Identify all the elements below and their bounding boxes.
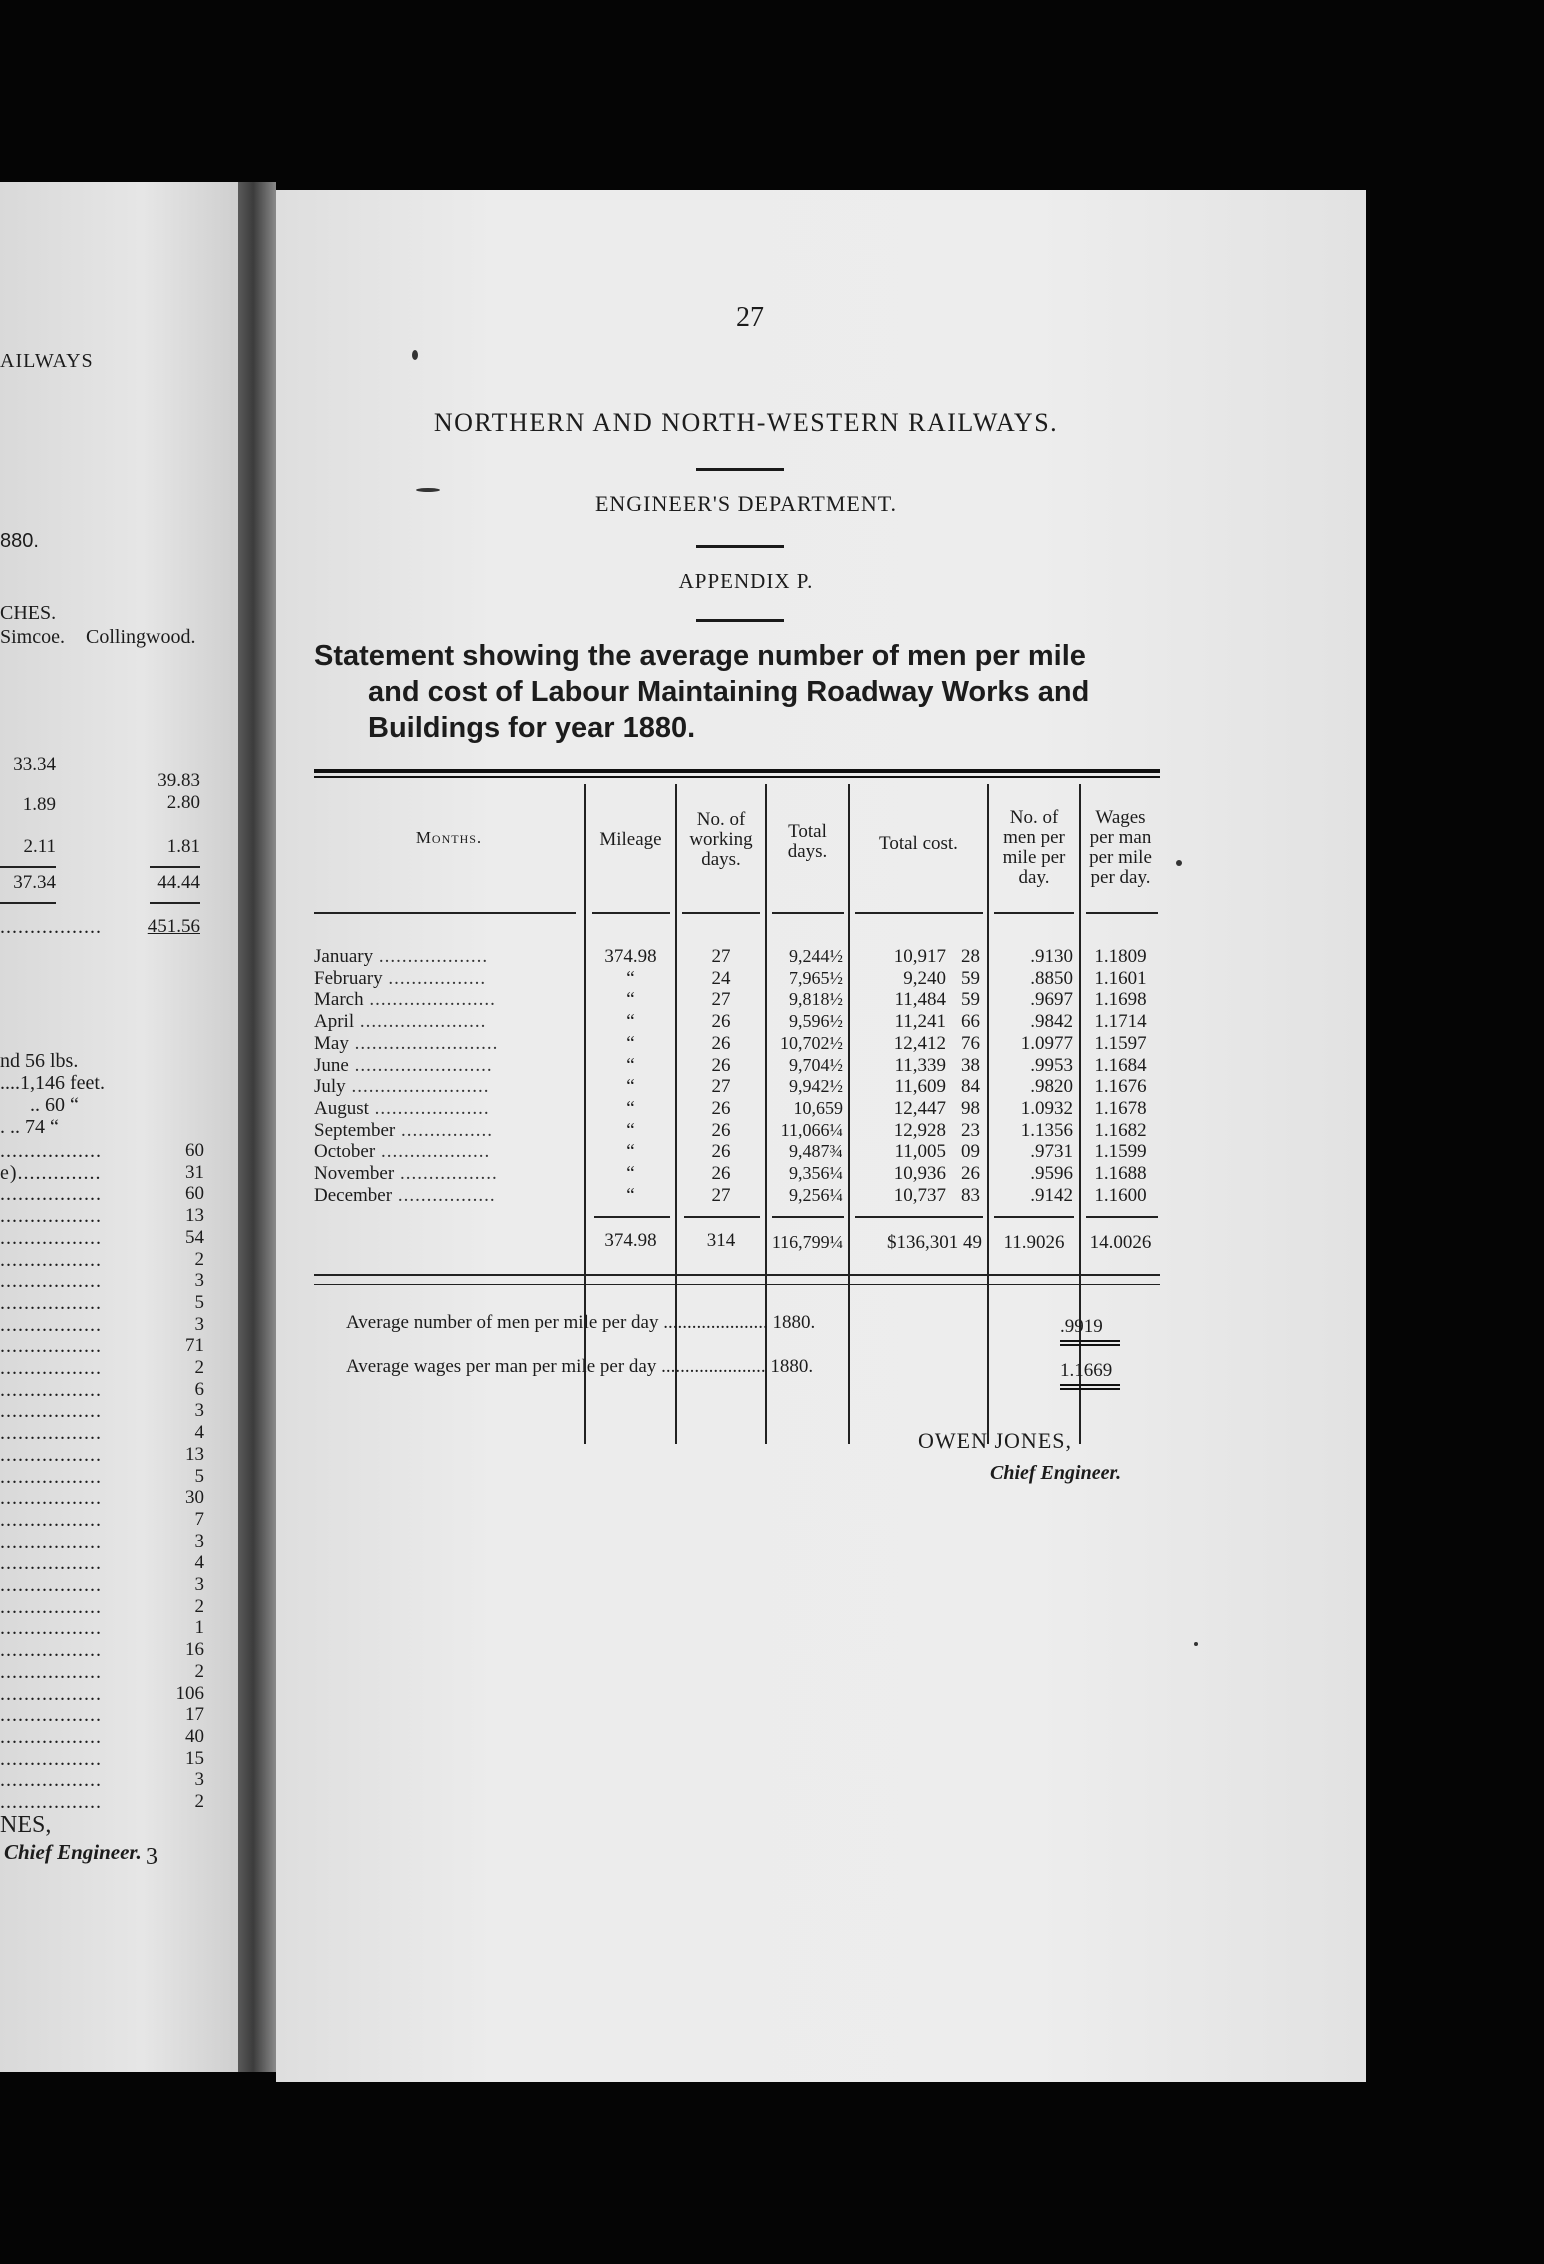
- table-row-month: December .................: [314, 1184, 496, 1206]
- header-rule: [682, 912, 760, 914]
- leader-dots: ......................: [354, 1011, 487, 1033]
- header-rule: [994, 912, 1074, 914]
- left-count: 1: [194, 1617, 204, 1639]
- leader-dots: ...................: [375, 1141, 491, 1163]
- table-row-mileage: “: [626, 1141, 635, 1163]
- left-rule: [0, 902, 56, 904]
- left-count: 2: [194, 1791, 204, 1812]
- page-number: 27: [736, 302, 764, 333]
- statement-line: Statement showing the average number of men per mile: [314, 640, 1086, 672]
- leader-dots: .................: [0, 1183, 102, 1206]
- table-row-cost-dollars: 11,241: [894, 1011, 946, 1033]
- leader-dots: .................: [0, 1530, 102, 1553]
- table-row-month: June ........................: [314, 1054, 493, 1076]
- department-heading: ENGINEER'S DEPARTMENT.: [594, 491, 898, 516]
- department-rule: [696, 545, 784, 548]
- header-total-cost: Total cost.: [879, 833, 958, 854]
- left-figure-b: 44.44: [157, 872, 200, 893]
- average-wages-underline: [1060, 1384, 1120, 1390]
- left-count: 3: [194, 1769, 204, 1791]
- header-rule: [1086, 912, 1158, 914]
- table-row-wages: 1.1688: [1094, 1163, 1147, 1184]
- left-figure-b: 1.81: [166, 836, 200, 857]
- totals-rule: [684, 1216, 760, 1218]
- left-signer: NES,: [0, 1812, 52, 1838]
- left-total-leader: .................: [0, 916, 102, 938]
- left-page-heading: AILWAYS: [0, 350, 94, 372]
- table-row-men-per-mile: .8850: [1030, 967, 1073, 989]
- table-row-cost-dollars: 10,737: [893, 1184, 946, 1206]
- table-row-month: January ...................: [314, 946, 489, 967]
- left-count: 2: [194, 1660, 204, 1682]
- totals-rule: [772, 1216, 844, 1218]
- print-speck: [1176, 860, 1182, 866]
- header-men-per-mile: [989, 808, 1079, 888]
- left-count: 54: [185, 1226, 204, 1248]
- table-row-month: March ......................: [314, 989, 496, 1011]
- header-months: Months.: [415, 828, 483, 847]
- table-row-month: August ....................: [314, 1097, 490, 1119]
- table-row-total-days: 7,965½: [789, 967, 843, 988]
- table-row-wages: 1.1682: [1094, 1119, 1147, 1141]
- table-row-cost-dollars: 11,005: [894, 1141, 946, 1163]
- table-row-working-days: 26: [711, 1011, 731, 1033]
- table-row-month: February .................: [314, 967, 487, 989]
- header-line: days.: [701, 849, 741, 870]
- total-working-days: 314: [706, 1230, 736, 1251]
- table-row-cost-dollars: 9,240: [903, 967, 946, 989]
- table-row-mileage: “: [626, 1184, 635, 1206]
- header-mileage: Mileage: [599, 829, 662, 850]
- table-row-working-days: 27: [711, 1076, 731, 1098]
- left-paren-row: e): [0, 1161, 18, 1184]
- table-row-cost-cents: 23: [961, 1119, 980, 1141]
- title-rule: [696, 468, 784, 471]
- totals-rule: [994, 1216, 1074, 1218]
- table-bottom-rule: [314, 1274, 1160, 1276]
- table-row-men-per-mile: 1.1356: [1020, 1119, 1073, 1141]
- left-count: 13: [185, 1443, 204, 1465]
- table-row-total-days: 9,818½: [789, 989, 843, 1010]
- leader-dots: .................: [0, 1725, 102, 1748]
- leader-dots: ....................: [368, 1097, 490, 1119]
- table-row-men-per-mile: .9130: [1030, 946, 1073, 967]
- leader-dots: .................: [0, 1443, 102, 1466]
- header-total-days: [767, 822, 848, 862]
- table-row-total-days: 9,244½: [789, 946, 843, 966]
- leader-dots: ................: [395, 1119, 494, 1141]
- left-count: 17: [185, 1704, 204, 1726]
- table-row-cost-dollars: 12,447: [893, 1097, 946, 1119]
- table-row-mileage: 374.98: [604, 946, 657, 967]
- leader-dots: ........................: [348, 1054, 493, 1076]
- left-count: 3: [194, 1400, 204, 1422]
- table-row-cost-cents: 59: [961, 989, 980, 1011]
- header-rule: [314, 912, 576, 914]
- table-row-cost-dollars: 10,936: [893, 1163, 946, 1184]
- table-row-wages: 1.1597: [1094, 1032, 1147, 1054]
- statement-table: [314, 784, 1160, 1494]
- header-rule: [772, 912, 844, 914]
- left-count: 5: [194, 1465, 204, 1487]
- left-count: 71: [185, 1335, 204, 1357]
- totals-rule: [1086, 1216, 1158, 1218]
- table-row-working-days: 26: [711, 1097, 731, 1119]
- left-figure-a: 37.34: [13, 872, 56, 893]
- table-row-cost-cents: 09: [961, 1141, 980, 1163]
- leader-dots: .................: [0, 1682, 102, 1705]
- left-figure-b: 2.80: [166, 792, 200, 813]
- table-row-mileage: “: [626, 1163, 635, 1184]
- left-note: ....1,146 feet.: [0, 1072, 105, 1094]
- total-mileage: 374.98: [604, 1230, 657, 1251]
- table-row-men-per-mile: .9697: [1030, 989, 1073, 1011]
- leader-dots: .................: [0, 1639, 102, 1662]
- table-row-wages: 1.1684: [1094, 1054, 1147, 1076]
- table-row-mileage: “: [626, 1097, 635, 1119]
- leader-dots: .................: [0, 1313, 102, 1336]
- table-row-cost-dollars: 12,928: [893, 1119, 946, 1141]
- average-wages-label: Average wages per man per mile per day: [346, 1356, 657, 1377]
- table-row-cost-cents: 38: [961, 1054, 980, 1076]
- left-count: 30: [185, 1487, 204, 1509]
- table-row-total-days: 11,066¼: [780, 1119, 843, 1140]
- leader-dots: .................: [0, 1465, 102, 1488]
- header-line: mile per: [1002, 847, 1066, 868]
- table-row-month: November .................: [314, 1163, 498, 1184]
- header-line: per mile: [1089, 847, 1152, 868]
- leader-dots: .................: [0, 1378, 102, 1401]
- table-row-mileage: “: [626, 1076, 635, 1098]
- table-row-cost-dollars: 12,412: [893, 1032, 946, 1054]
- left-count: 31: [185, 1161, 204, 1183]
- average-wages-year: 1880.: [770, 1356, 814, 1377]
- table-row-men-per-mile: 1.0932: [1020, 1097, 1073, 1119]
- table-row-total-days: 9,596½: [789, 1011, 843, 1032]
- table-row-men-per-mile: .9820: [1030, 1076, 1073, 1098]
- table-row-cost-dollars: 11,609: [894, 1076, 946, 1098]
- appendix-heading: APPENDIX P.: [678, 569, 814, 593]
- table-row-working-days: 26: [711, 1032, 731, 1054]
- table-row-working-days: 27: [711, 989, 731, 1011]
- table-row-men-per-mile: .9596: [1030, 1163, 1073, 1184]
- leader-dots: .................: [0, 1704, 102, 1727]
- print-speck: [412, 350, 418, 360]
- left-count: 7: [194, 1508, 204, 1530]
- table-row-working-days: 27: [711, 1184, 731, 1206]
- table-row-total-days: 9,487¾: [789, 1141, 843, 1162]
- leader-dots: .................: [0, 1140, 102, 1162]
- left-note: nd 56 lbs.: [0, 1050, 79, 1072]
- leader-dots: ...................: [373, 946, 489, 967]
- left-figure-b: 39.83: [157, 770, 200, 791]
- left-page: [0, 182, 238, 2072]
- average-leader: ......................: [663, 1312, 773, 1333]
- header-line: No. of: [696, 809, 746, 830]
- header-rule: [592, 912, 670, 914]
- left-count: 13: [185, 1205, 204, 1227]
- left-note: .. 60 “: [30, 1094, 79, 1116]
- left-count: 4: [194, 1422, 204, 1444]
- table-row-men-per-mile: .9953: [1030, 1054, 1073, 1076]
- leader-dots: .................: [0, 1291, 102, 1314]
- leader-dots: .................: [382, 967, 487, 989]
- left-page-col-simcoe: Simcoe.: [0, 626, 65, 648]
- left-count: 5: [194, 1291, 204, 1313]
- average-men-value: .9919: [1060, 1316, 1103, 1337]
- header-line: working: [689, 829, 753, 850]
- left-count: 6: [194, 1378, 204, 1400]
- left-count: 15: [185, 1747, 204, 1769]
- print-speck: [416, 488, 440, 492]
- leader-dots: .................: [394, 1163, 498, 1184]
- signature-name: OWEN JONES,: [918, 1428, 1072, 1453]
- table-top-rule: [314, 769, 1160, 778]
- table-row-cost-cents: 66: [961, 1011, 980, 1033]
- left-page-col-header: CHES.: [0, 602, 57, 624]
- table-row-wages: 1.1698: [1094, 989, 1147, 1011]
- print-speck: [1194, 1642, 1198, 1646]
- left-count: 60: [185, 1183, 204, 1205]
- table-row-cost-cents: 98: [961, 1097, 980, 1119]
- table-row-month: October ...................: [314, 1141, 491, 1163]
- leader-dots: .................: [0, 1335, 102, 1358]
- leader-dots: .................: [0, 1248, 102, 1271]
- left-count: 3: [194, 1313, 204, 1335]
- table-row-mileage: “: [626, 989, 635, 1011]
- left-count: 2: [194, 1595, 204, 1617]
- table-row-men-per-mile: .9142: [1030, 1184, 1073, 1206]
- table-row-cost-cents: 28: [961, 946, 980, 967]
- left-figure-a: 1.89: [22, 794, 56, 815]
- statement-line: and cost of Labour Maintaining Roadway Works and: [368, 676, 1090, 708]
- table-row-cost-cents: 59: [961, 967, 980, 989]
- table-row-month: July ........................: [314, 1076, 490, 1098]
- left-count: 4: [194, 1552, 204, 1574]
- left-page-col-collingwood: Collingwood.: [86, 626, 196, 648]
- table-row-total-days: 9,942½: [789, 1076, 843, 1097]
- leader-dots: .................: [0, 1552, 102, 1575]
- table-row-month: May .........................: [314, 1032, 499, 1054]
- table-row-total-days: 10,702½: [780, 1032, 843, 1053]
- left-figure-a: 33.34: [13, 754, 56, 775]
- header-working-days: [677, 810, 765, 870]
- table-row-working-days: 24: [711, 967, 731, 989]
- header-line: No. of: [1009, 807, 1059, 828]
- leader-dots: .................: [0, 1747, 102, 1770]
- header-line: Wages: [1095, 807, 1146, 828]
- total-wages: 14.0026: [1089, 1232, 1152, 1253]
- table-row-wages: 1.1600: [1094, 1184, 1147, 1206]
- table-row-total-days: 9,704½: [789, 1054, 843, 1075]
- left-count: 2: [194, 1248, 204, 1270]
- table-row-cost-dollars: 10,917: [893, 946, 946, 967]
- average-men-label: Average number of men per mile per day: [346, 1312, 659, 1333]
- leader-dots: .................: [0, 1574, 102, 1596]
- average-men-underline: [1060, 1340, 1120, 1346]
- total-total-days: 116,799¼: [771, 1232, 844, 1252]
- table-row-mileage: “: [626, 1032, 635, 1054]
- header-line: Total: [788, 821, 827, 842]
- table-row-working-days: 26: [711, 1054, 731, 1076]
- leader-dots: ........................: [345, 1076, 490, 1098]
- leader-dots: .................: [0, 1226, 102, 1249]
- table-bottom-rule: [314, 1284, 1160, 1285]
- table-row-working-days: 27: [711, 946, 731, 967]
- header-rule: [855, 912, 983, 914]
- statement-line: Buildings for year 1880.: [368, 712, 696, 744]
- table-row-cost-cents: 83: [961, 1184, 980, 1206]
- left-rule: [150, 866, 200, 868]
- right-page: [276, 190, 1366, 2082]
- leader-dots: .................: [0, 1791, 102, 1813]
- table-row-working-days: 26: [711, 1119, 731, 1141]
- leader-dots: .........................: [348, 1032, 499, 1054]
- left-page-year: 880.: [0, 530, 39, 552]
- table-row-wages: 1.1678: [1094, 1097, 1147, 1119]
- left-count: 3: [194, 1270, 204, 1292]
- total-men-per-mile: 11.9026: [1003, 1232, 1065, 1253]
- table-row-men-per-mile: 1.0977: [1020, 1032, 1073, 1054]
- left-rule: [150, 902, 200, 904]
- table-row-men-per-mile: .9842: [1030, 1011, 1073, 1033]
- book-gutter: [238, 182, 276, 2072]
- left-count: 106: [175, 1682, 204, 1704]
- table-row-men-per-mile: .9731: [1030, 1141, 1073, 1163]
- left-signer-title: Chief Engineer.: [4, 1840, 142, 1864]
- left-page-mark: 3: [146, 1844, 158, 1870]
- leader-dots: .................: [0, 1422, 102, 1445]
- leader-dots: .................: [392, 1184, 496, 1206]
- table-row-mileage: “: [626, 1011, 635, 1033]
- table-row-wages: 1.1676: [1094, 1076, 1147, 1098]
- table-row-mileage: “: [626, 1054, 635, 1076]
- leader-dots: .................: [0, 1487, 102, 1510]
- leader-dots: .................: [0, 1595, 102, 1618]
- left-count: 3: [194, 1530, 204, 1552]
- average-men-year: 1880.: [772, 1312, 816, 1333]
- average-wages-value: 1.1669: [1060, 1360, 1113, 1381]
- left-rule: [0, 866, 56, 868]
- table-row-total-days: 9,356¼: [789, 1163, 843, 1183]
- left-count: 60: [185, 1140, 204, 1161]
- left-count: 3: [194, 1574, 204, 1595]
- table-row-total-days: 10,659: [793, 1097, 843, 1118]
- average-men-line: [346, 1312, 815, 1334]
- header-line: days.: [787, 841, 828, 862]
- table-row-month: September ................: [314, 1119, 494, 1141]
- table-row-mileage: “: [626, 967, 635, 989]
- table-row-cost-cents: 84: [961, 1076, 980, 1098]
- table-row-cost-cents: 76: [961, 1032, 980, 1054]
- table-row-wages: 1.1601: [1094, 967, 1147, 989]
- table-row-cost-dollars: 11,339: [894, 1054, 946, 1076]
- appendix-rule: [696, 619, 784, 622]
- table-row-working-days: 26: [711, 1141, 731, 1163]
- header-line: per day.: [1090, 867, 1151, 888]
- table-row-wages: 1.1809: [1094, 946, 1147, 967]
- table-row-month: April ......................: [314, 1011, 487, 1033]
- leader-dots: .................: [0, 1270, 102, 1293]
- table-row-wages: 1.1599: [1094, 1141, 1147, 1163]
- left-count: 2: [194, 1357, 204, 1378]
- total-cost: $136,301 49: [887, 1232, 982, 1253]
- left-count: 40: [185, 1725, 204, 1747]
- totals-rule: [855, 1216, 983, 1218]
- signature-title: Chief Engineer.: [990, 1462, 1122, 1484]
- average-leader: ......................: [661, 1356, 771, 1377]
- table-row-wages: 1.1714: [1094, 1011, 1147, 1033]
- leader-dots: .................: [0, 1357, 102, 1379]
- totals-rule: [594, 1216, 670, 1218]
- leader-dots: ......................: [363, 989, 496, 1011]
- leader-dots: .................: [0, 1400, 102, 1423]
- table-row-cost-cents: 26: [961, 1163, 980, 1184]
- leader-dots: .................: [0, 1205, 102, 1228]
- header-wages: [1081, 808, 1160, 888]
- leader-dots: .................: [0, 1769, 102, 1792]
- left-figure-a: 2.11: [23, 836, 56, 857]
- table-row-cost-dollars: 11,484: [894, 989, 946, 1011]
- table-row-total-days: 9,256¼: [789, 1184, 843, 1205]
- table-row-mileage: “: [626, 1119, 635, 1141]
- leader-dots: .................: [0, 1617, 102, 1640]
- header-line: men per: [1003, 827, 1065, 848]
- report-title: NORTHERN AND NORTH-WESTERN RAILWAYS.: [433, 408, 1059, 437]
- leader-dots: .................: [0, 1508, 102, 1531]
- leader-dots: .................: [0, 1660, 102, 1683]
- header-line: per man: [1089, 827, 1152, 848]
- left-count: 16: [185, 1639, 204, 1661]
- left-note: . .. 74 “: [0, 1116, 59, 1138]
- leader-dots: e)..............: [0, 1161, 102, 1184]
- average-wages-line: [346, 1356, 813, 1378]
- left-total: 451.56: [147, 916, 200, 937]
- table-row-working-days: 26: [711, 1163, 731, 1184]
- header-line: day.: [1018, 867, 1050, 888]
